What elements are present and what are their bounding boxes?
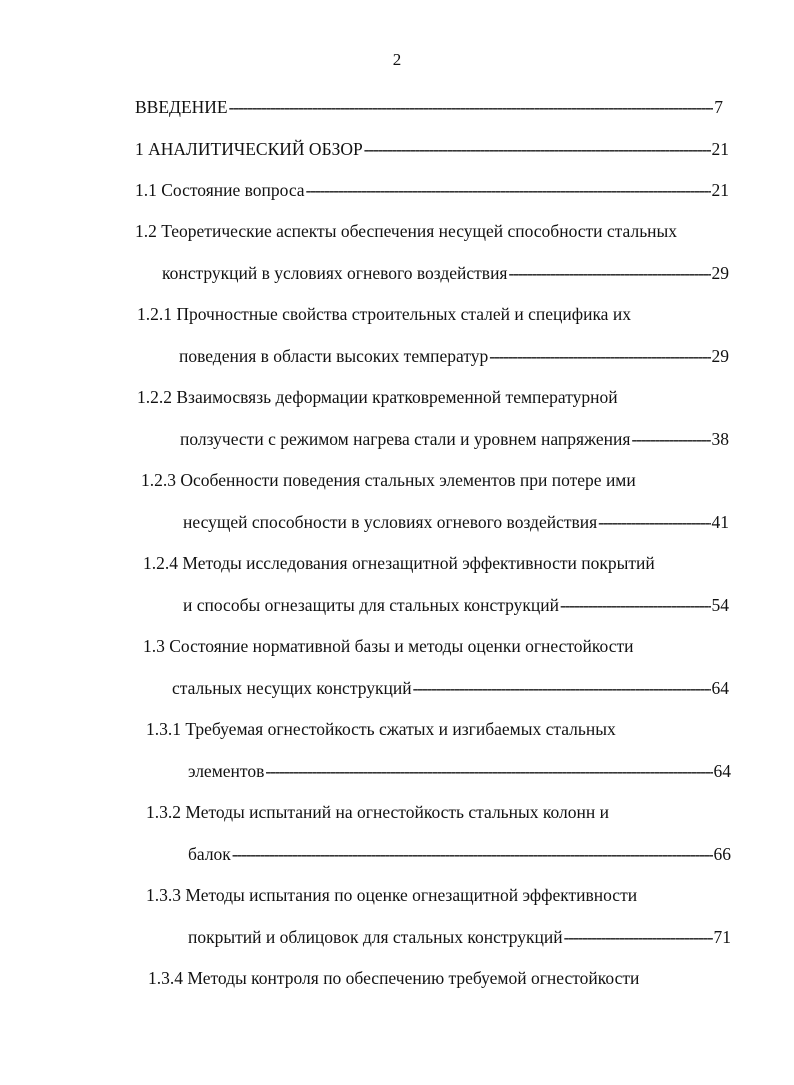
toc-entry-page: 29 (711, 263, 729, 283)
toc-entry-title: 1.2.4 Методы исследования огнезащитной эффективности покрытий (143, 553, 655, 573)
toc-entry-title: 1.2.2 Взаимосвязь деформации кратковременной температурной (137, 387, 618, 407)
toc-entry-title: 1 АНАЛИТИЧЕСКИЙ ОБЗОР (135, 139, 363, 159)
toc-leader (598, 511, 710, 533)
toc-leader (564, 926, 713, 948)
toc-entry-page: 71 (713, 927, 731, 947)
toc-leader (508, 262, 710, 284)
toc-entry-1-3-4-line1 (148, 967, 729, 989)
toc-entry-1-3-2-line2 (188, 843, 731, 865)
toc-entry-page: 66 (713, 844, 731, 864)
toc-entry-title: 1.1 Состояние вопроса (135, 180, 305, 200)
toc-entry-title: 1.3.1 Требуемая огнестойкость сжатых и изгибаемых стальных (146, 719, 616, 739)
toc-entry-title: 1.3.2 Методы испытаний на огнестойкость стальных колонн и (146, 802, 609, 822)
toc-entry-title: балок (188, 844, 231, 864)
toc-entry-1-2-1-line1 (137, 303, 729, 325)
toc-leader (364, 138, 711, 160)
toc-entry-title: несущей способности в условиях огневого воздействия (183, 512, 598, 532)
toc-entry-page: 64 (713, 761, 731, 781)
toc-entry-page: 38 (711, 429, 729, 449)
toc-entry-title: 1.3 Состояние нормативной базы и методы оценки огнестойкости (143, 636, 634, 656)
toc-leader (229, 96, 714, 118)
toc-entry-page: 21 (711, 139, 729, 159)
toc-entry-title: 1.2.3 Особенности поведения стальных элементов при потере ими (141, 470, 636, 490)
toc-entry-title: покрытий и облицовок для стальных конструкций (188, 927, 563, 947)
toc-entry-title: 1.3.4 Методы контроля по обеспечению требуемой огнестойкости (148, 968, 640, 988)
toc-entry-1-3-1-line1 (146, 718, 729, 740)
toc-entry-title: элементов (188, 761, 265, 781)
toc-entry-1-3-3-line1 (146, 884, 729, 906)
toc-leader (413, 677, 711, 699)
toc-entry-title: ВВЕДЕНИЕ (135, 97, 228, 117)
toc-leader (306, 179, 711, 201)
toc-leader (489, 345, 710, 367)
toc-entry-1-2-3-line1 (141, 469, 729, 491)
toc-entry-analytical-review (135, 138, 729, 160)
toc-entry-title: стальных несущих конструкций (172, 678, 412, 698)
toc-entry-title: поведения в области высоких температур (179, 346, 489, 366)
toc-entry-1-3-1-line2 (188, 760, 731, 782)
toc-entry-page: 54 (711, 595, 729, 615)
toc-entry-title: 1.2.1 Прочностные свойства строительных сталей и специфика их (137, 304, 631, 324)
toc-entry-page: 7 (714, 97, 723, 117)
toc-leader (560, 594, 711, 616)
toc-entry-page: 21 (711, 180, 729, 200)
toc-entry-1-2-1-line2 (179, 345, 729, 367)
toc-entry-page: 29 (711, 346, 729, 366)
toc-leader (631, 428, 710, 450)
toc-entry-1-3-2-line1 (146, 801, 729, 823)
toc-entry-title: 1.2 Теоретические аспекты обеспечения несущей способности стальных (135, 221, 678, 241)
toc-entry-title: 1.3.3 Методы испытания по оценке огнезащитной эффективности (146, 885, 638, 905)
toc-entry-1-1 (135, 179, 729, 201)
toc-entry-1-2-line1 (135, 220, 729, 242)
toc-entry-title: конструкций в условиях огневого воздействия (162, 263, 508, 283)
toc-entry-1-3-3-line2 (188, 926, 731, 948)
toc-leader (265, 760, 712, 782)
toc-entry-1-2-line2 (162, 262, 729, 284)
toc-entry-introduction (135, 96, 723, 118)
toc-entry-1-2-4-line2 (183, 594, 729, 616)
toc-entry-page: 41 (711, 512, 729, 532)
toc-entry-title: и способы огнезащиты для стальных конструкций (183, 595, 559, 615)
toc-entry-1-2-2-line2 (180, 428, 729, 450)
toc-entry-title: ползучести с режимом нагрева стали и уровнем напряжения (180, 429, 631, 449)
toc-leader (232, 843, 713, 865)
toc-entry-1-2-3-line2 (183, 511, 729, 533)
toc-entry-1-3-line2 (172, 677, 729, 699)
toc-entry-1-3-line1 (143, 635, 729, 657)
toc-entry-page: 64 (711, 678, 729, 698)
toc-entry-1-2-4-line1 (143, 552, 729, 574)
toc-entry-1-2-2-line1 (137, 386, 729, 408)
page-number: 2 (392, 50, 402, 69)
